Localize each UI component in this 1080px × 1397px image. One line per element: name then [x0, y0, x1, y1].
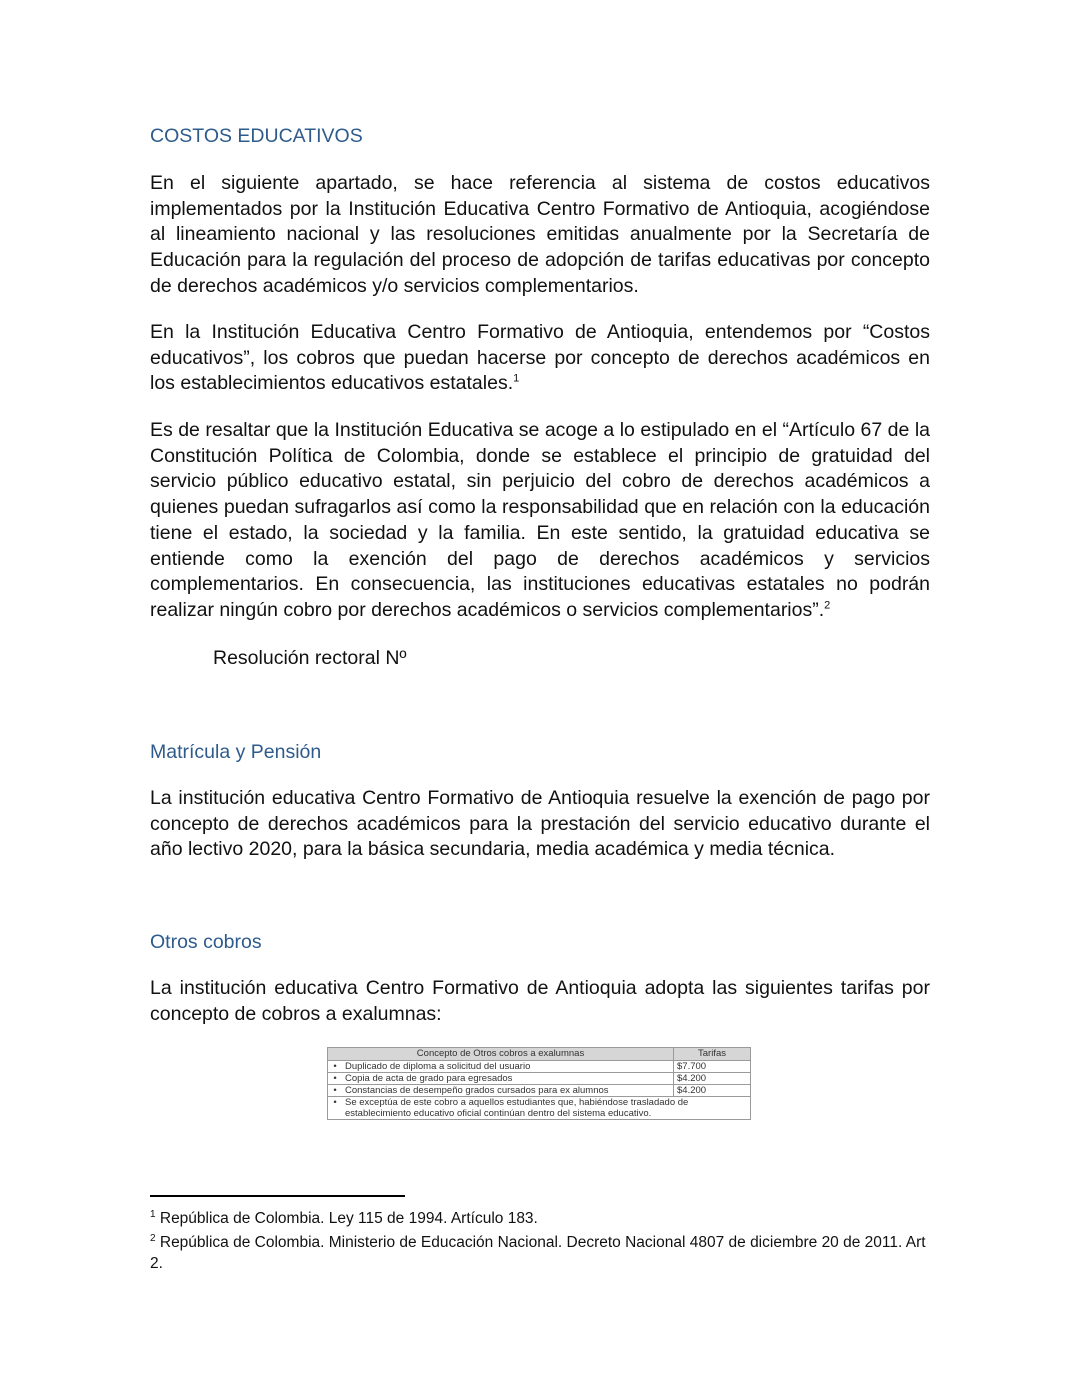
section-heading-matricula: Matrícula y Pensión — [150, 741, 322, 763]
table-row — [328, 1085, 751, 1097]
table-cell-concept: Constancias de desempeño grados cursados para ex alumnos — [342, 1085, 674, 1097]
table-row-note — [328, 1097, 751, 1120]
table-header-rate: Tarifas — [674, 1048, 751, 1061]
footnote-separator — [150, 1195, 405, 1197]
paragraph-text: La institución educativa Centro Formativo de Antioquia adopta las siguientes tarifas por concepto de cobros a exalumnas: — [150, 977, 930, 1025]
section-heading-costos: COSTOS EDUCATIVOS — [150, 125, 363, 147]
paragraph-costos-definition — [150, 320, 930, 397]
footnote-2 — [150, 1232, 930, 1274]
table-cell-concept: Duplicado de diploma a solicitud del usuario — [342, 1061, 674, 1073]
rates-table — [327, 1047, 751, 1120]
footnote-1 — [150, 1208, 930, 1229]
table-row — [328, 1073, 751, 1085]
paragraph-text: La institución educativa Centro Formativo de Antioquia resuelve la exención de pago por concepto de derechos académicos para la prestación del servicio educativo durante el año lectivo 2020, para la básica secundaria, media académica y media técnica. — [150, 787, 930, 861]
resolution-line: Resolución rectoral Nº — [213, 647, 407, 669]
bullet-icon: • — [328, 1061, 343, 1073]
paragraph-text: En la Institución Educativa Centro Formativo de Antioquia, entendemos por “Costos educativos”, los cobros que puedan hacerse por concepto de derechos académicos en los establecimientos educativos estatales. — [150, 321, 930, 395]
table-cell-concept: Copia de acta de grado para egresados — [342, 1073, 674, 1085]
bullet-icon: • — [328, 1073, 343, 1085]
footnote-ref-2[interactable]: 2 — [824, 599, 831, 612]
table-cell-note: Se exceptúa de este cobro a aquellos estudiantes que, habiéndose trasladado de establecimiento educativo oficial continúan dentro del sistema educativo. — [342, 1097, 751, 1120]
footnote-text: República de Colombia. Ministerio de Educación Nacional. Decreto Nacional 4807 de diciembre 20 de 2011. Art 2. — [150, 1234, 926, 1272]
rates-table-container — [327, 1047, 751, 1120]
table-cell-rate: $4.200 — [674, 1073, 751, 1085]
table-header-row — [328, 1048, 751, 1061]
footnote-number: 2 — [150, 1232, 156, 1244]
table-row — [328, 1061, 751, 1073]
paragraph-costos-intro — [150, 171, 930, 300]
section-heading-otros-cobros: Otros cobros — [150, 931, 262, 953]
footnote-number: 1 — [150, 1208, 156, 1220]
bullet-icon: • — [328, 1085, 343, 1097]
table-header-concept: Concepto de Otros cobros a exalumnas — [328, 1048, 674, 1061]
paragraph-otros-cobros — [150, 976, 930, 1027]
paragraph-text: Es de resaltar que la Institución Educativa se acoge a lo estipulado en el “Artículo 67 de la Constitución Política de Colombia, donde se establece el principio de gratuidad del servicio público educativo estatal, sin perjuicio del cobro de derechos académicos a quienes puedan sufragarlos así como la responsabilidad que en relación con la educación tiene el estado, la sociedad y la familia. En este sentido, la gratuidad educativa se entiende como la exención del pago de derechos académicos y servicios complementarios. En consecuencia, las instituciones educativas estatales no podrán realizar ningún cobro por derechos académicos o servicios complementarios”. — [150, 419, 930, 621]
table-cell-rate: $7.700 — [674, 1061, 751, 1073]
table-cell-rate: $4.200 — [674, 1085, 751, 1097]
paragraph-text: En el siguiente apartado, se hace referencia al sistema de costos educativos implementados por la Institución Educativa Centro Formativo de Antioquia, acogiéndose al lineamiento nacional y las resoluciones emitidas anualmente por la Secretaría de Educación para la regulación del proceso de adopción de tarifas educativas por concepto de derechos académicos y/o servicios complementarios. — [150, 172, 930, 297]
bullet-icon: • — [328, 1097, 343, 1120]
paragraph-articulo-67 — [150, 418, 930, 624]
footnote-text: República de Colombia. Ley 115 de 1994. Artículo 183. — [155, 1210, 538, 1227]
paragraph-matricula — [150, 786, 930, 863]
footnote-ref-1[interactable]: 1 — [513, 372, 520, 385]
